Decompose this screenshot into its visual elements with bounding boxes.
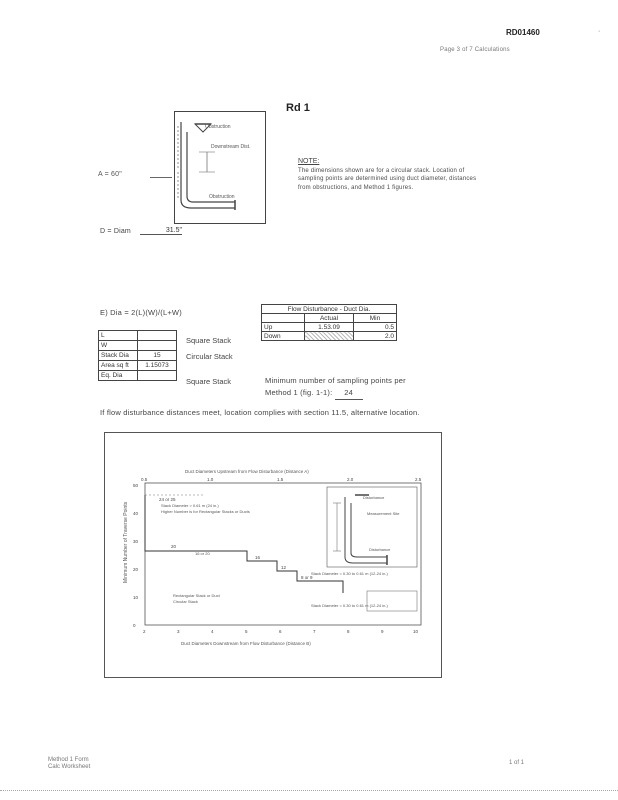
calc-cell: 1.15073 (138, 361, 177, 371)
step-label: 20 (171, 544, 177, 549)
row-label-square-stack-2: Square Stack (186, 377, 232, 386)
sketch-label-top: Obstruction (205, 124, 231, 130)
diagram-top-axis-label: Duct Diameters Upstream from Flow Disturbance (Distance A) (185, 469, 309, 474)
table-row (262, 305, 397, 314)
bottom-tick-label: 2 (143, 629, 146, 634)
flow-cell: 1.53.09 (305, 323, 354, 332)
diagram-y-axis-label: Minimum Number of Traverse Points (123, 501, 129, 583)
table-row (99, 361, 177, 371)
dimension-d-label: D = Diam (100, 228, 131, 235)
bottom-tick-label: 4 (211, 629, 214, 634)
circular-stack-box (367, 591, 417, 611)
footer-page-number: 1 of 1 (509, 760, 525, 766)
flow-header-cell (262, 314, 305, 323)
footer-left-line2: Calc Worksheet (48, 764, 91, 770)
sketch-label-bottom: Obstruction (209, 194, 235, 200)
y-tick-label: 20 (133, 567, 139, 572)
page-title: Rd 1 (286, 102, 310, 114)
note-heading: NOTE: (298, 158, 320, 165)
bottom-tick-label: 10 (413, 629, 419, 634)
y-tick-label: 10 (133, 595, 139, 600)
top-tick-label: 1.5 (277, 477, 284, 482)
step-label: 24 or 25 (159, 497, 176, 502)
dimension-a-label: A = 60" (98, 171, 122, 178)
flow-disturbance-table (261, 304, 397, 341)
flow-cell: 2.0 (354, 332, 397, 341)
method1-diagram-drawing (105, 433, 441, 677)
annotation: Circular Stack (173, 599, 198, 604)
calc-cell: 15 (138, 351, 177, 361)
diagram-bottom-axis-label: Duct Diameters Downstream from Flow Disturbance (Distance B) (181, 641, 311, 646)
flow-cell: Up (262, 323, 305, 332)
calc-cell: Area sq ft (99, 361, 138, 371)
flow-table-title: Flow Disturbance - Duct Dia. (262, 305, 397, 314)
diagram-y-ticks (133, 483, 139, 628)
bottom-tick-label: 7 (313, 629, 316, 634)
minimum-points-text: Minimum number of sampling points per Method 1 (fig. 1-1): (265, 376, 406, 397)
step-label: 16 (255, 555, 261, 560)
flow-cell: Down (262, 332, 305, 341)
y-tick-label: 30 (133, 539, 139, 544)
calc-cell: L (99, 331, 138, 341)
flow-cell-shaded (305, 332, 354, 341)
top-tick-label: 2.5 (415, 477, 422, 482)
flow-header-cell: Actual (305, 314, 354, 323)
annotation: Disturbance (369, 547, 391, 552)
annotation: Stack Diameter = 0.30 to 0.61 m (12-24 in.) (311, 603, 388, 608)
calc-cell (138, 331, 177, 341)
annotation: 16 or 20 (195, 551, 210, 556)
dimension-d-value: 31.5" (140, 227, 182, 235)
dimension-a-leader (150, 177, 172, 178)
diagram-bottom-ticks (143, 629, 419, 634)
stack-calc-table (98, 330, 177, 381)
bottom-tick-label: 8 (347, 629, 350, 634)
table-row (99, 331, 177, 341)
table-row (262, 323, 397, 332)
calc-cell: Stack Dia (99, 351, 138, 361)
y-tick-label: 50 (133, 483, 139, 488)
top-tick-label: 1.0 (207, 477, 214, 482)
table-row (262, 314, 397, 323)
table-row (99, 371, 177, 381)
compliance-statement: If flow disturbance distances meet, location complies with section 11.5, alternative location. (100, 408, 420, 417)
annotation: Stack Diameter > 0.61 m (24 in.) (161, 503, 219, 508)
document-id: RD01460 (506, 28, 540, 37)
annotation: Measurement Site (367, 511, 400, 516)
row-label-square-stack: Square Stack (186, 336, 232, 345)
bottom-tick-label: 6 (279, 629, 282, 634)
footer-left-line1: Method 1 Form (48, 757, 89, 763)
minimum-points-value: 24 (335, 387, 363, 400)
equivalent-diameter-formula: E) Dia = 2(L)(W)/(L+W) (100, 308, 182, 317)
stack-sketch-drawing (175, 112, 265, 223)
table-row (262, 332, 397, 341)
bottom-tick-label: 5 (245, 629, 248, 634)
step-label: 12 (281, 565, 287, 570)
annotation: Disturbance (363, 495, 385, 500)
method1-diagram (104, 432, 442, 678)
sketch-label-middle: Downstream Dist. (211, 144, 251, 150)
table-row (99, 351, 177, 361)
diagram-top-ticks (141, 477, 422, 482)
y-tick-label: 40 (133, 511, 139, 516)
note-body: The dimensions shown are for a circular stack. Location of sampling points are determined using duct diameter, distances from obstructions, and Method 1 figures. (298, 167, 477, 191)
step-label: 8 or 9 (301, 575, 313, 580)
stack-sketch (174, 111, 266, 224)
calc-cell: W (99, 341, 138, 351)
bottom-tick-label: 3 (177, 629, 180, 634)
footer-left (48, 757, 90, 771)
flow-header-cell: Min (354, 314, 397, 323)
header-subtitle: Page 3 of 7 Calculations (440, 47, 510, 53)
top-tick-label: 2.0 (347, 477, 354, 482)
corner-mark: · (598, 28, 601, 35)
y-tick-label: 0 (133, 623, 136, 628)
calc-cell (138, 371, 177, 381)
calc-cell: Eq. Dia (99, 371, 138, 381)
top-tick-label: 0.5 (141, 477, 148, 482)
table-row (99, 341, 177, 351)
bottom-tick-label: 9 (381, 629, 384, 634)
annotation: Stack Diameter = 0.30 to 0.61 m (12-24 in.) (311, 571, 388, 576)
annotation: Rectangular Stack or Duct (173, 593, 220, 598)
method-note (298, 158, 478, 192)
minimum-points-line (265, 375, 425, 400)
bottom-dotted-border (0, 790, 618, 791)
row-label-circular-stack: Circular Stack (186, 352, 233, 361)
calc-cell (138, 341, 177, 351)
annotation: Higher Number is for Rectangular Stacks or Ducts (161, 509, 250, 514)
flow-cell: 0.5 (354, 323, 397, 332)
